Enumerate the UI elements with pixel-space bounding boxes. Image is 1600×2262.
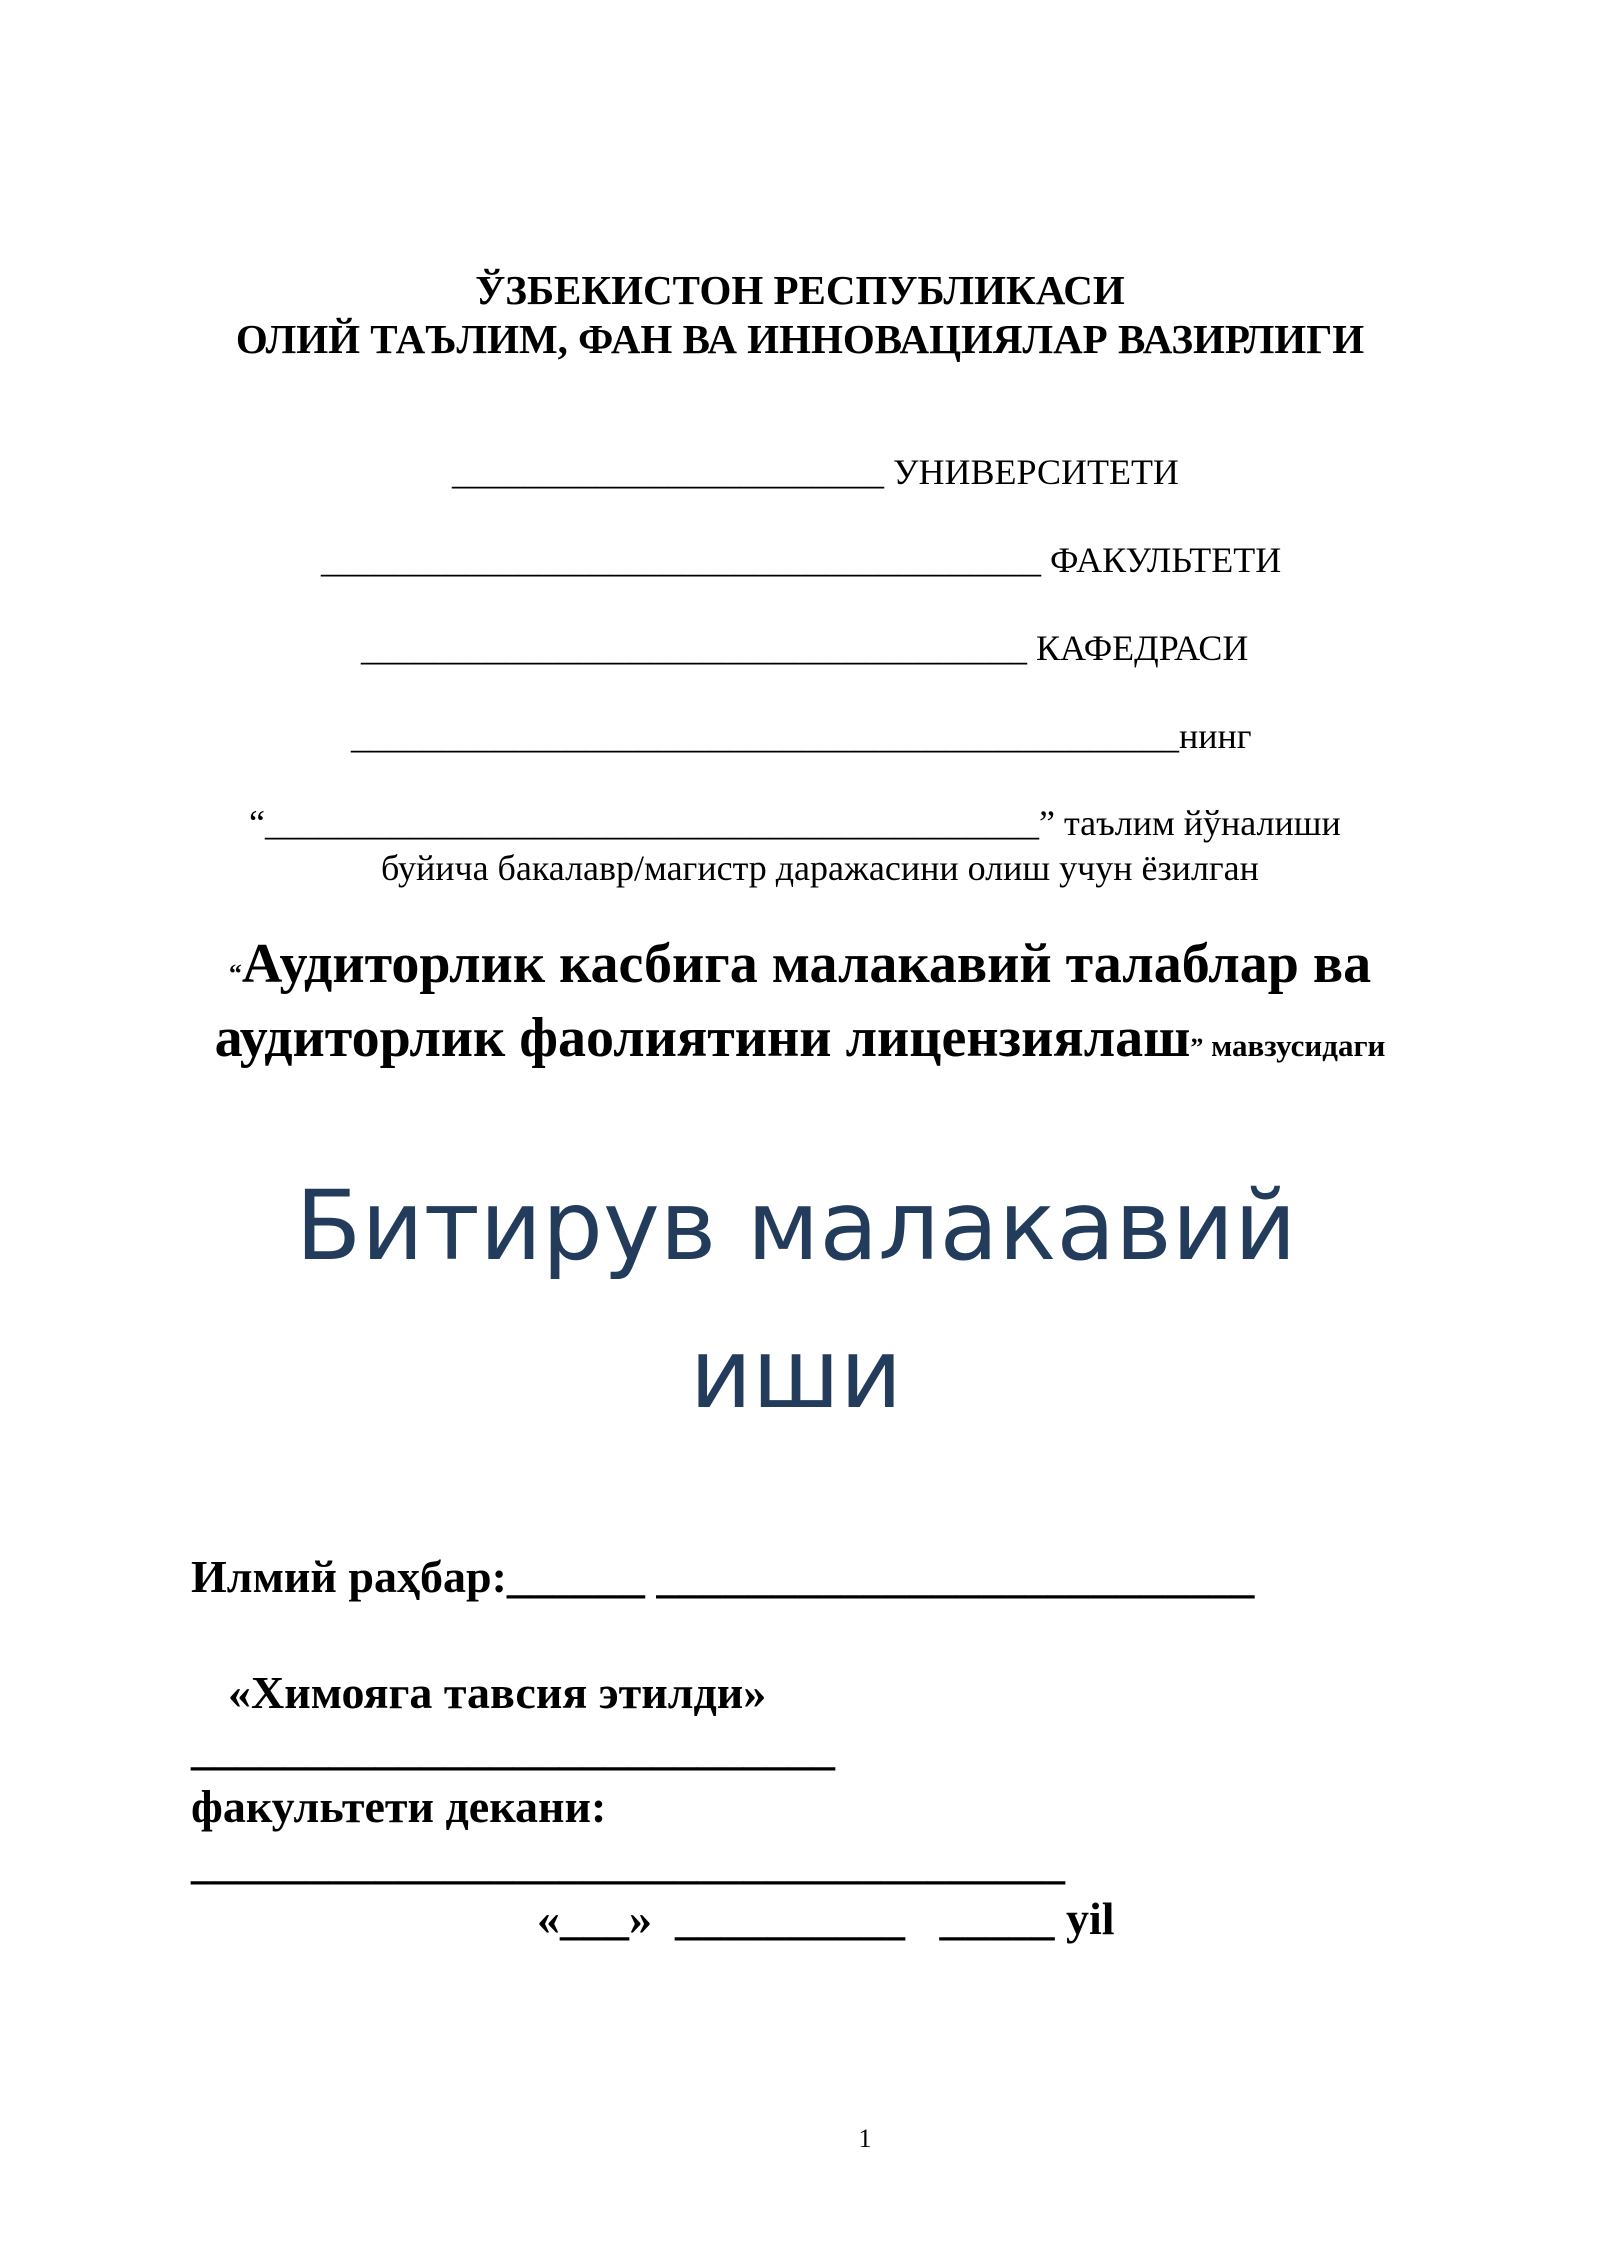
blank-signature-line-1: ____________________________ [191, 1723, 835, 1774]
topic-suffix: мавзусидаги [1203, 1028, 1386, 1063]
topic-line-1-text: Аудиторлик касбига малакавий талаблар ва [241, 933, 1372, 995]
thesis-topic-line-2 [0, 1006, 1600, 1070]
defense-recommended-label: «Химояга тавсия этилди» [228, 1667, 767, 1718]
university-field: ________________________ УНИВЕРСИТЕТИ [452, 452, 1179, 492]
ministry-title-line-1: ЎЗБЕКИСТОН РЕСПУБЛИКАСИ [475, 267, 1125, 313]
topic-close-quote: ” [1190, 1033, 1204, 1062]
supervisor-line: Илмий раҳбар:______ __________________________ [191, 1551, 1255, 1602]
department-field: _____________________________________ КАФЕДРАСИ [361, 628, 1249, 668]
page-number: 1 [858, 2124, 872, 2153]
topic-open-quote: “ [228, 959, 242, 988]
date-line: «___» __________ _____ yil [537, 1893, 1115, 1944]
degree-purpose-text: буйича бакалавр/магистр даражасини олиш учун ёзилган [381, 848, 1259, 888]
student-name-field: ______________________________________________нинг [351, 716, 1252, 756]
thesis-topic-line-1 [0, 932, 1600, 996]
document-type-line-2: иши [689, 1318, 903, 1430]
document-type-line-1: Битирув малакавий [295, 1170, 1297, 1282]
ministry-title-line-2: ОЛИЙ ТАЪЛИМ, ФАН ВА ИННОВАЦИЯЛАР ВАЗИРЛИГИ [235, 316, 1365, 362]
topic-line-2-text: аудиторлик фаолиятини лицензиялаш [214, 1007, 1191, 1069]
faculty-field: ________________________________________ ФАКУЛЬТЕТИ [321, 540, 1282, 580]
dean-label: факультети декани: [191, 1781, 607, 1832]
blank-signature-line-2: ______________________________________ [191, 1837, 1065, 1888]
study-direction-field: “___________________________________________” таълим йўналиши [249, 803, 1341, 843]
